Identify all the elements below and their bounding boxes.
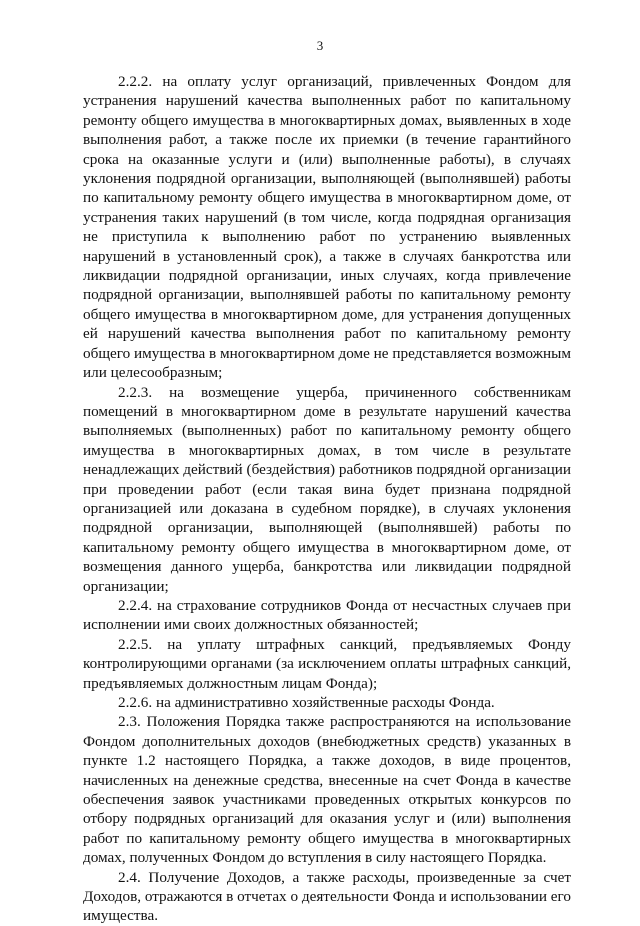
paragraph-2-2-3: 2.2.3. на возмещение ущерба, причиненного собственникам помещений в многоквартирном доме в результате нарушений качества выполняемых (выполненных) работ по капитальному ремонту общего имущества в многоквартирных домах, в том числе в результате ненадлежащих действий (бездействия) работников подрядной организации при проведении работ (если такая вина будет признана подрядной организацией или доказана в судебном порядке), в случаях уклонения подрядной организации, выполняющей (выполнявшей) работы по капитальному ремонту общего имущества в многоквартирном доме, от возмещения данного ущерба, банкротства или ликвидации подрядной организации;	[83, 383, 571, 595]
paragraph-2-3: 2.3. Положения Порядка также распространяются на использование Фондом дополнительных доходов (внебюджетных средств) указанных в пункте 1.2 настоящего Порядка, а также доходов, в виде процентов, начисленных на денежные средства, внесенные на счет Фонда в качестве обеспечения заявок участниками проведенных открытых конкурсов по отбору подрядных организаций для оказания услуг и (или) выполнения работ по капитальному ремонту общего имущества в многоквартирных домах, полученных Фондом до вступления в силу настоящего Порядка.	[83, 713, 571, 867]
paragraph-2-2-4: 2.2.4. на страхование сотрудников Фонда от несчастных случаев при исполнении ими своих должностных обязанностей;	[83, 596, 571, 634]
document-body	[83, 72, 571, 926]
paragraph-2-2-6: 2.2.6. на административно хозяйственные расходы Фонда.	[118, 694, 495, 711]
paragraph-2-2-2: 2.2.2. на оплату услуг организаций, привлеченных Фондом для устранения нарушений качества выполненных работ по капитальному ремонту общего имущества в многоквартирных домах, выявленных в ходе выполнения работ, а также после их приемки (в течение гарантийного срока на оказанные услуги и (или) выполненные работы), в случаях уклонения подрядной организации, выполняющей (выполнявшей) работы по капитальному ремонту общего имущества в многоквартирном доме, от устранения таких нарушений (в том числе, когда подрядная организация не приступила к выполнению работ по устранению выявленных нарушений в установленный срок), а также в случаях банкротства или ликвидации подрядной организации, иных случаях, когда привлечение подрядной организации, выполнявшей работы по капитальному ремонту общего имущества в многоквартирном доме, для устранения допущенных ей нарушений качества выполнения работ по капитальному ремонту общего имущества в многоквартирном доме не представляется возможным или целесообразным;	[83, 73, 571, 382]
page-number: 3	[316, 38, 324, 53]
paragraph-2-2-5: 2.2.5. на уплату штрафных санкций, предъявляемых Фонду контролирующими органами (за исключением оплаты штрафных санкций, предъявляемых должностным лицам Фонда);	[83, 635, 571, 692]
paragraph-2-4: 2.4. Получение Доходов, а также расходы, произведенные за счет Доходов, отражаются в отчетах о деятельности Фонда и использовании его имущества.	[83, 868, 571, 925]
